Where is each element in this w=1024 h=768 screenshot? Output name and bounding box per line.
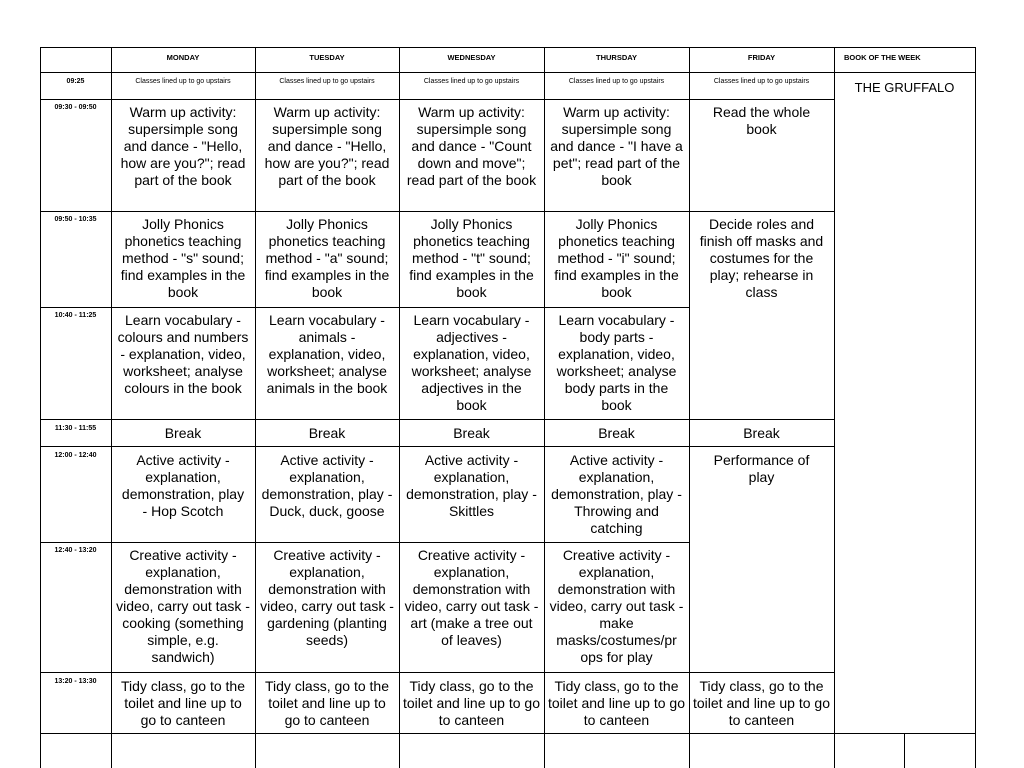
cell-wed-1040: Learn vocabulary - adjectives - explanation, video, worksheet; analyse adjectives in the book — [411, 312, 532, 413]
time-1040: 10:40 - 11:25 — [54, 312, 97, 319]
cell-wed-0950: Jolly Phonics phonetics teaching method - "t" sound; find examples in the book — [409, 216, 534, 300]
cell-fri-0925: Classes lined up to go upstairs — [713, 78, 810, 85]
rule-row-7 — [40, 542, 690, 543]
time-1240: 12:40 - 13:20 — [54, 547, 97, 554]
time-1130: 11:30 - 11:55 — [54, 425, 97, 432]
cell-tue-0950: Jolly Phonics phonetics teaching method - "a" sound; find examples in the book — [264, 216, 390, 300]
cell-tue-1040: Learn vocabulary - animals - explanation, video, worksheet; analyse animals in the book — [266, 312, 388, 396]
cell-mon-1320: Tidy class, go to the toilet and line up to go to canteen — [121, 678, 245, 728]
rule-col-8 — [975, 47, 976, 768]
rule-row-8 — [40, 672, 835, 673]
cell-wed-1320: Tidy class, go to the toilet and line up to go to canteen — [403, 678, 540, 728]
cell-wed-0930: Warm up activity: supersimple song and dance - "Count down and move"; read part of the book — [406, 104, 537, 188]
cell-fri-1200: Performance of play — [713, 452, 810, 485]
cell-tue-1200: Active activity - explanation, demonstration, play - Duck, duck, goose — [261, 452, 393, 519]
time-0950: 09:50 - 10:35 — [54, 216, 97, 223]
rule-top — [40, 47, 976, 48]
cell-thu-0950: Jolly Phonics phonetics teaching method - "i" sound; find examples in the book — [554, 216, 679, 300]
rule-row-4 — [40, 307, 690, 308]
header-thursday: THURSDAY — [596, 53, 637, 62]
rule-row-2 — [40, 99, 835, 100]
rule-col-7 — [904, 733, 905, 768]
cell-mon-0930: Warm up activity: supersimple song and dance - "Hello, how are you?"; read part of the book — [120, 104, 246, 188]
book-title: THE GRUFFALO — [854, 80, 955, 95]
cell-mon-1130: Break — [164, 425, 202, 441]
cell-thu-1130: Break — [598, 425, 635, 441]
cell-thu-1200: Active activity - explanation, demonstration, play - Throwing and catching — [551, 452, 682, 536]
time-1200: 12:00 - 12:40 — [54, 452, 97, 459]
cell-wed-0925: Classes lined up to go upstairs — [423, 78, 520, 85]
cell-mon-0925: Classes lined up to go upstairs — [135, 78, 231, 85]
rule-row-5 — [40, 419, 835, 420]
rule-col-5 — [689, 47, 690, 768]
cell-wed-1200: Active activity - explanation, demonstration, play - Skittles — [406, 452, 537, 519]
rule-col-0 — [40, 47, 41, 768]
cell-mon-1040: Learn vocabulary - colours and numbers - explanation, video, worksheet; analyse colours in the book — [117, 312, 249, 396]
cell-fri-0950: Decide roles and finish off masks and costumes for the play; rehearse in class — [699, 216, 824, 300]
header-monday: MONDAY — [166, 53, 200, 62]
cell-thu-0925: Classes lined up to go upstairs — [568, 78, 665, 85]
cell-thu-1320: Tidy class, go to the toilet and line up to go to canteen — [548, 678, 685, 728]
cell-tue-1240: Creative activity - explanation, demonstration with video, carry out task - gardening (planting seeds) — [260, 547, 394, 648]
cell-fri-1320: Tidy class, go to the toilet and line up to go to canteen — [693, 678, 830, 728]
cell-fri-0930: Read the whole book — [712, 104, 811, 137]
time-1320: 13:20 - 13:30 — [54, 678, 97, 685]
time-0925: 09:25 — [66, 78, 85, 85]
rule-row-3 — [40, 211, 835, 212]
rule-row-6 — [40, 446, 835, 447]
cell-wed-1130: Break — [453, 425, 490, 441]
rule-row-9 — [40, 733, 976, 734]
header-tuesday: TUESDAY — [309, 53, 345, 62]
header-book-of-the-week: BOOK OF THE WEEK — [844, 53, 921, 62]
cell-tue-1130: Break — [308, 425, 346, 441]
cell-thu-0930: Warm up activity: supersimple song and dance - "I have a pet"; read part of the book — [550, 104, 683, 188]
cell-tue-1320: Tidy class, go to the toilet and line up to go to canteen — [265, 678, 389, 728]
header-friday: FRIDAY — [747, 53, 776, 62]
cell-fri-1130: Break — [743, 425, 780, 441]
time-0930: 09:30 - 09:50 — [54, 104, 97, 111]
cell-mon-1240: Creative activity - explanation, demonstration with video, carry out task - cooking (something simple, e.g. sandwich) — [116, 547, 250, 665]
rule-col-6 — [834, 47, 835, 768]
cell-tue-0925: Classes lined up to go upstairs — [279, 78, 375, 85]
cell-thu-1240: Creative activity - explanation, demonstration with video, carry out task - make masks/costumes/pr ops for play — [549, 547, 684, 665]
cell-wed-1240: Creative activity - explanation, demonstration with video, carry out task - art (make a tree out of leaves) — [404, 547, 539, 648]
header-wednesday: WEDNESDAY — [447, 53, 496, 62]
rule-row-1 — [40, 72, 976, 73]
cell-mon-0950: Jolly Phonics phonetics teaching method - "s" sound; find examples in the book — [120, 216, 246, 300]
cell-mon-1200: Active activity - explanation, demonstration, play - Hop Scotch — [121, 452, 245, 519]
cell-tue-0930: Warm up activity: supersimple song and dance - "Hello, how are you?"; read part of the book — [264, 104, 390, 188]
cell-thu-1040: Learn vocabulary - body parts - explanation, video, worksheet; analyse body parts in the book — [556, 312, 677, 413]
